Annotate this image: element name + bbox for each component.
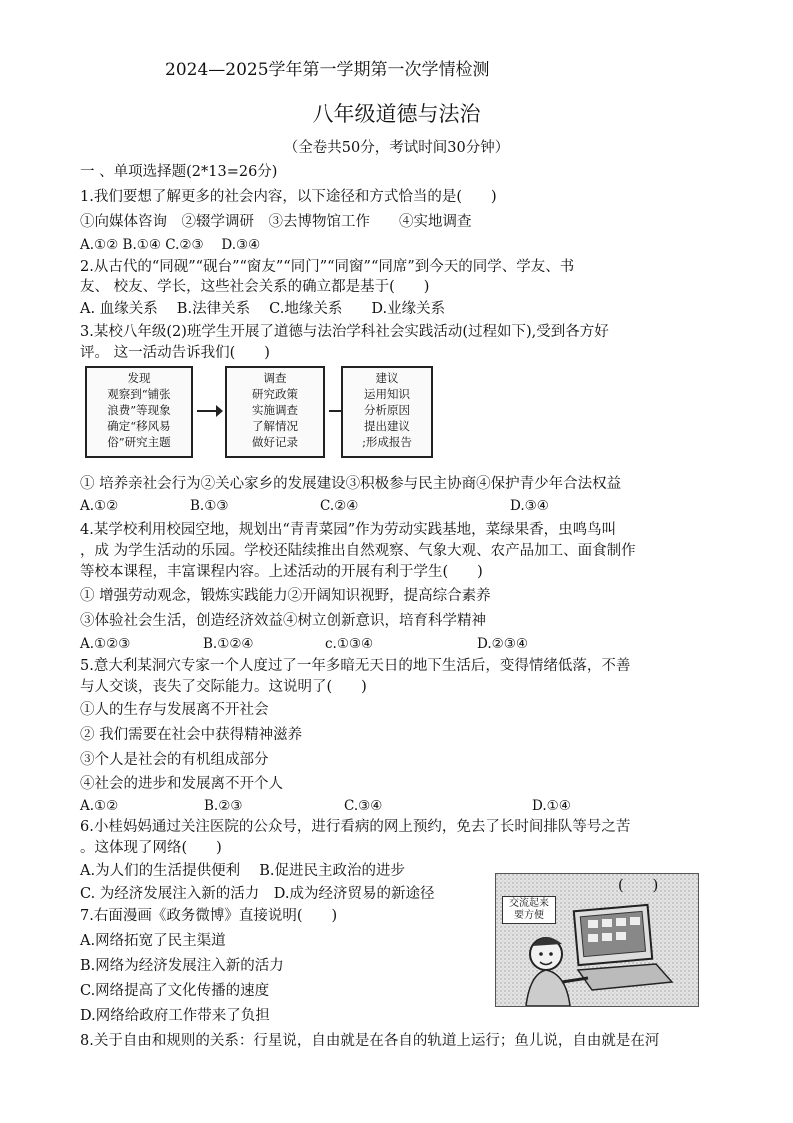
flow-box-line: 俗”研究主题 (107, 435, 171, 449)
q4-stem-line3: 等校本课程，丰富课程内容。上述活动的开展有利于学生( ) (80, 564, 483, 580)
q6-options-line1: A.为人们的生活提供便利 B.促进民主政治的进步 (80, 863, 405, 879)
q3-items: ① 培养亲社会行为②关心家乡的发展建设③积极参与民主协商④保护青少年合法权益 (80, 476, 622, 492)
q8-stem: 8.关于自由和规则的关系：行星说，自由就是在各自的轨道上运行；鱼儿说，自由就是在河 (80, 1033, 660, 1049)
q5-item: ③个人是社会的有机组成部分 (80, 752, 269, 768)
q1-items: ①向媒体咨询 ②辍学调研 ③去博物馆工作 ④实地调查 (80, 214, 472, 230)
q1-stem: 1.我们要想了解更多的社会内容，以下途径和方式恰当的是( ) (80, 189, 497, 205)
flow-box-line: 实施调查 (252, 403, 298, 417)
flow-box-line: 建议 (375, 371, 399, 385)
q4-option-b: B.①②④ (203, 636, 254, 652)
q5-item: ①人的生存与发展离不开社会 (80, 702, 269, 718)
q5-option-d: D.①④ (532, 798, 571, 814)
subject-title: 八年级道德与法治 (312, 102, 481, 126)
q3-option-c: C.②④ (320, 498, 359, 514)
q5-stem-line1: 5.意大利某洞穴专家一个人度过了一年多暗无天日的地下生活后，变得情绪低落，不善 (80, 658, 631, 674)
q4-option-d: D.②③④ (477, 636, 528, 652)
q4-option-c: c.①③④ (325, 636, 374, 652)
q6-stem-line2: 。这体现了网络( ) (80, 840, 222, 856)
q5-option-c: C.③④ (344, 798, 383, 814)
q4-option-a: A.①②③ (80, 636, 131, 652)
q5-option-a: A.①② (80, 798, 119, 814)
q3-stem-line1: 3.某校八年级(2)班学生开展了道德与法治学科社会实践活动(过程如下),受到各方好 (80, 324, 609, 340)
flow-arrow-icon (196, 401, 224, 421)
flow-box-line: 了解情况 (252, 419, 298, 433)
q4-items-line2: ③体验社会生活，创造经济效益④树立创新意识，培育科学精神 (80, 613, 486, 629)
cartoon-illustration-icon (496, 874, 698, 1006)
cartoon-caption: 交流起来 要方便 (502, 896, 556, 924)
q2-options: A. 血缘关系 B.法律关系 C.地缘关系 D.业缘关系 (80, 301, 446, 317)
flow-box-line: ;形成报告 (362, 435, 412, 449)
flow-box-line: 分析原因 (364, 403, 410, 417)
q7-option: A.网络拓宽了民主渠道 (80, 933, 226, 949)
flow-box-line: 观察到“铺张 (107, 387, 171, 401)
flow-box-suggest (341, 366, 433, 458)
flow-box-investigate (225, 366, 325, 458)
q5-item: ② 我们需要在社会中获得精神滋养 (80, 727, 303, 743)
q5-option-b: B.②③ (204, 798, 243, 814)
q4-stem-line1: 4.某学校利用校园空地，规划出“青青菜园”作为劳动实践基地，菜绿果香，虫鸣鸟叫 (80, 522, 617, 538)
political-weibo-cartoon (495, 873, 699, 1007)
q4-items-line1: ① 增强劳动观念，锻炼实践能力②开阔知识视野，提高综合素养 (80, 588, 491, 604)
q3-option-d: D.③④ (510, 498, 549, 514)
flow-box-line: 提出建议 (364, 419, 410, 433)
exam-title: 2024—2025学年第一学期第一次学情检测 (165, 60, 490, 80)
exam-info: （全卷共50分，考试时间30分钟） (283, 140, 510, 156)
flow-box-line: 运用知识 (364, 387, 410, 401)
q3-flow-diagram (85, 366, 435, 460)
q7-option: B.网络为经济发展注入新的活力 (80, 958, 284, 974)
flow-box-line: 调查 (263, 371, 287, 385)
flow-box-line: 做好记录 (252, 435, 298, 449)
flow-box-discover (85, 366, 193, 458)
flow-box-line: 研究政策 (252, 387, 298, 401)
q7-option: D.网络给政府工作带来了负担 (80, 1008, 270, 1024)
q3-option-b: B.①③ (190, 498, 229, 514)
q5-stem-line2: 与人交谈，丧失了交际能力。这说明了( ) (80, 679, 367, 695)
q6-options-line2: C. 为经济发展注入新的活力 D.成为经济贸易的新途径 (80, 886, 435, 902)
cartoon-answer-bracket: ( ) (618, 878, 659, 894)
q7-option: C.网络提高了文化传播的速度 (80, 983, 270, 999)
flow-box-line: 发现 (127, 371, 151, 385)
q7-stem: 7.右面漫画《政务微博》直接说明( ) (80, 908, 338, 924)
q3-stem-line2: 评。 这一活动告诉我们( ) (80, 345, 270, 361)
q4-stem-line2: ，成 为学生活动的乐园。学校还陆续推出自然观察、气象大观、农产品加工、面食制作 (80, 543, 636, 559)
q5-item: ④社会的进步和发展离不开个人 (80, 776, 283, 792)
q6-stem-line1: 6.小桂妈妈通过关注医院的公众号，进行看病的网上预约，免去了长时间排队等号之苦 (80, 819, 631, 835)
flow-box-line: 浪费”等现象 (107, 403, 171, 417)
q3-option-a: A.①② (80, 498, 119, 514)
q2-stem-line2: 友、 校友、学长，这些社会关系的确立都是基于( ) (80, 279, 430, 295)
q1-options: A.①② B.①④ C.②③ D.③④ (80, 237, 261, 253)
section-title: 一 、单项选择题(2*13=26分) (80, 164, 278, 180)
flow-box-line: 确定“移风易 (107, 419, 171, 433)
q2-stem-line1: 2.从古代的“同砚”“砚台”“窗友”“同门”“同窗”“同席”到今天的同学、学友、书 (80, 259, 575, 275)
